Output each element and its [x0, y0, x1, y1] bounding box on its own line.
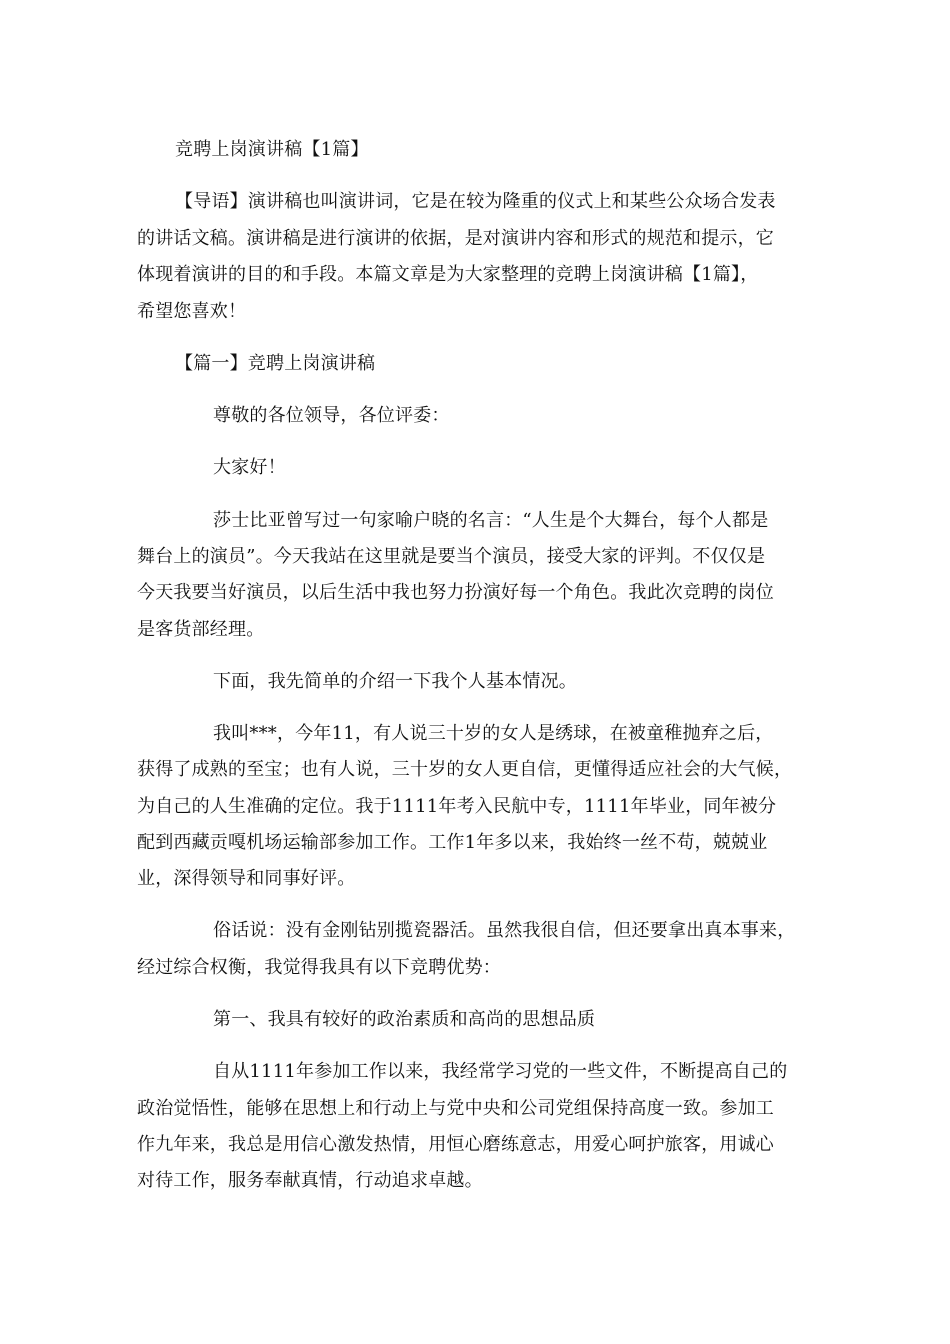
intro-line-4: 希望您喜欢！: [137, 301, 247, 322]
para1-line-4: 是客货部经理。: [137, 619, 265, 640]
para3-line-3: 为自己的人生准确的定位。我于1111年考入民航中专，1111年毕业，同年被分: [137, 796, 777, 817]
greeting: 大家好！: [213, 457, 286, 478]
para3-line-4: 配到西藏贡嘎机场运输部参加工作。工作1年多以来，我始终一丝不苟，兢兢业: [137, 832, 768, 853]
para5-line-1: 自从1111年参加工作以来，我经常学习党的一些文件，不断提高自己的: [213, 1061, 788, 1082]
para2: 下面，我先简单的介绍一下我个人基本情况。: [213, 671, 577, 692]
para5-line-2: 政治觉悟性，能够在思想上和行动上与党中央和公司党组保持高度一致。参加工: [137, 1098, 774, 1119]
para1-line-1: 莎士比亚曾写过一句家喻户晓的名言：“人生是个大舞台，每个人都是: [213, 510, 769, 531]
para3-line-1: 我叫***，今年11，有人说三十岁的女人是绣球，在被童稚抛弃之后，: [213, 723, 774, 744]
intro-line-1: 【导语】演讲稿也叫演讲词，它是在较为隆重的仪式上和某些公众场合发表: [175, 191, 776, 212]
point1-heading: 第一、我具有较好的政治素质和高尚的思想品质: [213, 1009, 596, 1030]
section-heading: 【篇一】竞聘上岗演讲稿: [175, 353, 376, 374]
intro-line-3: 体现着演讲的目的和手段。本篇文章是为大家整理的竞聘上岗演讲稿【1篇】，: [137, 264, 759, 285]
salutation: 尊敬的各位领导，各位评委：: [213, 405, 450, 426]
para3-line-5: 业，深得领导和同事好评。: [137, 868, 356, 889]
para5-line-3: 作九年来，我总是用信心激发热情，用恒心磨练意志，用爱心呵护旅客，用诚心: [137, 1134, 774, 1155]
para5-line-4: 对待工作，服务奉献真情，行动追求卓越。: [137, 1170, 483, 1191]
para1-line-2: 舞台上的演员”。今天我站在这里就是要当个演员，接受大家的评判。不仅仅是: [137, 546, 766, 567]
document-title: 竞聘上岗演讲稿【1篇】: [175, 139, 369, 160]
intro-line-2: 的讲话文稿。演讲稿是进行演讲的依据，是对演讲内容和形式的规范和提示，它: [137, 228, 774, 249]
para4-line-2: 经过综合权衡，我觉得我具有以下竞聘优势：: [137, 957, 501, 978]
para4-line-1: 俗话说：没有金刚钻别揽瓷器活。虽然我很自信，但还要拿出真本事来，: [213, 920, 796, 941]
para1-line-3: 今天我要当好演员，以后生活中我也努力扮演好每一个角色。我此次竞聘的岗位: [137, 582, 774, 603]
para3-line-2: 获得了成熟的至宝；也有人说，三十岁的女人更自信，更懂得适应社会的大气候，: [137, 759, 793, 780]
